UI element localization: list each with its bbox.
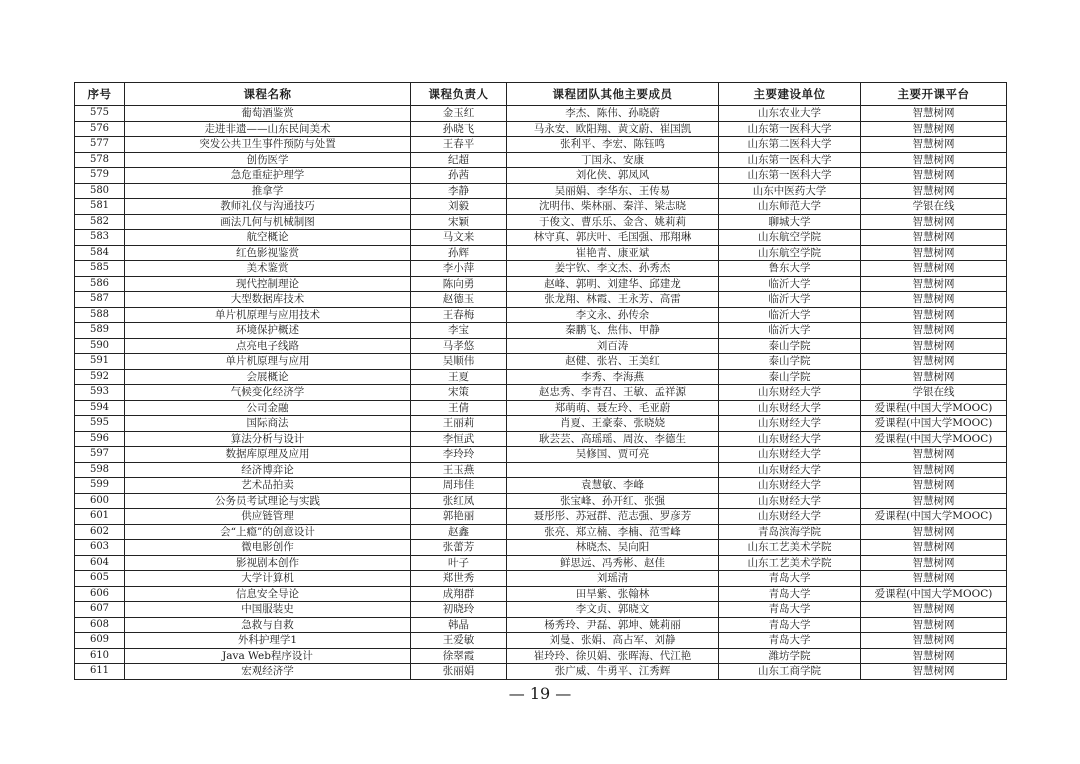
table-row	[75, 617, 1007, 633]
cell-index: 603	[75, 540, 125, 556]
cell-lead: 李小萍	[411, 261, 507, 277]
table-row	[75, 106, 1007, 122]
cell-team: 林晓杰、吴向阳	[507, 540, 719, 556]
table-row	[75, 586, 1007, 602]
cell-course-name: 推拿学	[125, 183, 411, 199]
cell-course-name: 单片机原理与应用	[125, 354, 411, 370]
cell-lead: 王春梅	[411, 307, 507, 323]
cell-index: 610	[75, 648, 125, 664]
cell-platform: 智慧树网	[861, 168, 1007, 184]
table-row	[75, 648, 1007, 664]
cell-lead: 王玉燕	[411, 462, 507, 478]
cell-institution: 泰山学院	[719, 369, 861, 385]
cell-platform: 智慧树网	[861, 152, 1007, 168]
cell-index: 600	[75, 493, 125, 509]
cell-institution: 山东财经大学	[719, 462, 861, 478]
cell-course-name: 画法几何与机械制图	[125, 214, 411, 230]
cell-team: 吴修国、贾可亮	[507, 447, 719, 463]
cell-institution: 青岛大学	[719, 586, 861, 602]
cell-platform: 智慧树网	[861, 121, 1007, 137]
cell-lead: 李宝	[411, 323, 507, 339]
cell-lead: 张蕾芳	[411, 540, 507, 556]
cell-platform: 智慧树网	[861, 664, 1007, 680]
cell-team: 李杰、陈伟、孙晓蔚	[507, 106, 719, 122]
cell-course-name: 急救与自救	[125, 617, 411, 633]
cell-institution: 山东第一医科大学	[719, 152, 861, 168]
cell-index: 596	[75, 431, 125, 447]
cell-index: 575	[75, 106, 125, 122]
cell-team: 刘化侠、郭凤风	[507, 168, 719, 184]
cell-index: 599	[75, 478, 125, 494]
table-row	[75, 524, 1007, 540]
cell-platform: 智慧树网	[861, 214, 1007, 230]
cell-institution: 鲁东大学	[719, 261, 861, 277]
table-row	[75, 338, 1007, 354]
cell-course-name: 单片机原理与应用技术	[125, 307, 411, 323]
header-platform: 主要开课平台	[861, 83, 1007, 106]
cell-index: 583	[75, 230, 125, 246]
table-row	[75, 462, 1007, 478]
cell-index: 594	[75, 400, 125, 416]
cell-platform: 智慧树网	[861, 447, 1007, 463]
cell-lead: 宋策	[411, 385, 507, 401]
cell-institution: 山东财经大学	[719, 431, 861, 447]
cell-index: 590	[75, 338, 125, 354]
cell-course-name: 现代控制理论	[125, 276, 411, 292]
cell-institution: 青岛大学	[719, 633, 861, 649]
cell-course-name: 会“上瘾”的创意设计	[125, 524, 411, 540]
cell-lead: 马孝悠	[411, 338, 507, 354]
cell-platform: 智慧树网	[861, 493, 1007, 509]
cell-lead: 金玉红	[411, 106, 507, 122]
cell-course-name: 走进非遗——山东民间美术	[125, 121, 411, 137]
cell-platform: 爱课程(中国大学MOOC)	[861, 509, 1007, 525]
cell-platform: 智慧树网	[861, 230, 1007, 246]
cell-institution: 青岛大学	[719, 602, 861, 618]
cell-team: 袁慧敏、李峰	[507, 478, 719, 494]
cell-institution: 山东工艺美术学院	[719, 555, 861, 571]
cell-index: 608	[75, 617, 125, 633]
cell-lead: 孙辉	[411, 245, 507, 261]
cell-course-name: 急危重症护理学	[125, 168, 411, 184]
cell-institution: 山东财经大学	[719, 493, 861, 509]
cell-platform: 爱课程(中国大学MOOC)	[861, 416, 1007, 432]
cell-institution: 泰山学院	[719, 338, 861, 354]
cell-platform: 爱课程(中国大学MOOC)	[861, 431, 1007, 447]
cell-lead: 张丽娟	[411, 664, 507, 680]
cell-lead: 赵鑫	[411, 524, 507, 540]
cell-team: 李文永、孙传余	[507, 307, 719, 323]
cell-institution: 临沂大学	[719, 307, 861, 323]
cell-index: 597	[75, 447, 125, 463]
cell-course-name: 葡萄酒鉴赏	[125, 106, 411, 122]
cell-team: 崔玲玲、徐贝娟、张晖海、代江艳	[507, 648, 719, 664]
cell-institution: 青岛大学	[719, 571, 861, 587]
cell-platform: 智慧树网	[861, 648, 1007, 664]
table-row	[75, 323, 1007, 339]
cell-index: 576	[75, 121, 125, 137]
cell-team: 李秀、李海燕	[507, 369, 719, 385]
table-row	[75, 230, 1007, 246]
cell-course-name: 点亮电子线路	[125, 338, 411, 354]
cell-course-name: 微电影创作	[125, 540, 411, 556]
cell-team: 于俊文、曹乐乐、金含、姚莉莉	[507, 214, 719, 230]
table-row	[75, 431, 1007, 447]
cell-institution: 山东第二医科大学	[719, 137, 861, 153]
cell-institution: 山东第一医科大学	[719, 121, 861, 137]
cell-team: 杨秀玲、尹磊、郭坤、姚莉丽	[507, 617, 719, 633]
cell-institution: 山东航空学院	[719, 230, 861, 246]
cell-course-name: 供应链管理	[125, 509, 411, 525]
cell-team: 吴丽娟、李华东、王传易	[507, 183, 719, 199]
header-institution: 主要建设单位	[719, 83, 861, 106]
cell-team: 赵忠秀、李青召、王敏、孟祥源	[507, 385, 719, 401]
cell-lead: 王倩	[411, 400, 507, 416]
cell-index: 604	[75, 555, 125, 571]
cell-platform: 学银在线	[861, 199, 1007, 215]
cell-course-name: 环境保护概述	[125, 323, 411, 339]
cell-course-name: 公司金融	[125, 400, 411, 416]
cell-team: 耿芸芸、高瑶瑶、周汝、李德生	[507, 431, 719, 447]
cell-course-name: 宏观经济学	[125, 664, 411, 680]
table-row	[75, 416, 1007, 432]
cell-team: 张广威、牛勇平、江秀辉	[507, 664, 719, 680]
cell-platform: 智慧树网	[861, 261, 1007, 277]
cell-course-name: 公务员考试理论与实践	[125, 493, 411, 509]
cell-index: 605	[75, 571, 125, 587]
cell-platform: 智慧树网	[861, 617, 1007, 633]
header-index: 序号	[75, 83, 125, 106]
header-row	[75, 83, 1007, 106]
cell-index: 577	[75, 137, 125, 153]
cell-team: 林守真、郭庆叶、毛国强、邢翔琳	[507, 230, 719, 246]
cell-course-name: 影视剧本创作	[125, 555, 411, 571]
table-row	[75, 509, 1007, 525]
cell-platform: 智慧树网	[861, 183, 1007, 199]
cell-index: 578	[75, 152, 125, 168]
cell-lead: 徐翠霞	[411, 648, 507, 664]
table-row	[75, 385, 1007, 401]
cell-index: 587	[75, 292, 125, 308]
header-lead: 课程负责人	[411, 83, 507, 106]
cell-institution: 泰山学院	[719, 354, 861, 370]
table-row	[75, 400, 1007, 416]
cell-lead: 韩晶	[411, 617, 507, 633]
cell-index: 607	[75, 602, 125, 618]
cell-institution: 山东财经大学	[719, 509, 861, 525]
cell-course-name: 国际商法	[125, 416, 411, 432]
cell-team: 田旱紫、张翰林	[507, 586, 719, 602]
cell-lead: 李玲玲	[411, 447, 507, 463]
cell-institution: 山东第一医科大学	[719, 168, 861, 184]
cell-lead: 纪超	[411, 152, 507, 168]
cell-lead: 初晓玲	[411, 602, 507, 618]
cell-lead: 王夏	[411, 369, 507, 385]
cell-platform: 智慧树网	[861, 307, 1007, 323]
cell-lead: 王春平	[411, 137, 507, 153]
table-row	[75, 152, 1007, 168]
table-row	[75, 555, 1007, 571]
cell-index: 609	[75, 633, 125, 649]
cell-team: 鲜思远、冯秀彬、赵佳	[507, 555, 719, 571]
cell-team: 肖夏、王豪泰、张晓娆	[507, 416, 719, 432]
cell-institution: 山东中医药大学	[719, 183, 861, 199]
cell-platform: 智慧树网	[861, 462, 1007, 478]
table-row	[75, 292, 1007, 308]
cell-platform: 智慧树网	[861, 354, 1007, 370]
cell-index: 581	[75, 199, 125, 215]
cell-lead: 成翔群	[411, 586, 507, 602]
table-row	[75, 168, 1007, 184]
cell-platform: 智慧树网	[861, 369, 1007, 385]
cell-team: 沈明伟、柴林丽、秦洋、梁志晓	[507, 199, 719, 215]
cell-platform: 智慧树网	[861, 276, 1007, 292]
cell-team: 郑萌萌、聂左玲、毛亚蔚	[507, 400, 719, 416]
cell-index: 588	[75, 307, 125, 323]
cell-institution: 山东工商学院	[719, 664, 861, 680]
cell-lead: 郭艳丽	[411, 509, 507, 525]
cell-index: 586	[75, 276, 125, 292]
cell-index: 582	[75, 214, 125, 230]
cell-index: 611	[75, 664, 125, 680]
cell-platform: 爱课程(中国大学MOOC)	[861, 400, 1007, 416]
cell-course-name: 数据库原理及应用	[125, 447, 411, 463]
cell-institution: 山东工艺美术学院	[719, 540, 861, 556]
cell-index: 598	[75, 462, 125, 478]
cell-institution: 山东财经大学	[719, 385, 861, 401]
cell-lead: 郑世秀	[411, 571, 507, 587]
cell-team: 刘曼、张娟、高占军、刘静	[507, 633, 719, 649]
cell-course-name: 外科护理学1	[125, 633, 411, 649]
cell-lead: 吴顺伟	[411, 354, 507, 370]
cell-institution: 山东财经大学	[719, 447, 861, 463]
cell-team	[507, 462, 719, 478]
table-row	[75, 199, 1007, 215]
cell-course-name: 美术鉴赏	[125, 261, 411, 277]
cell-team: 崔艳青、康亚斌	[507, 245, 719, 261]
cell-course-name: 经济博弈论	[125, 462, 411, 478]
cell-course-name: 信息安全导论	[125, 586, 411, 602]
cell-lead: 李静	[411, 183, 507, 199]
cell-platform: 智慧树网	[861, 137, 1007, 153]
cell-course-name: 算法分析与设计	[125, 431, 411, 447]
cell-platform: 智慧树网	[861, 555, 1007, 571]
cell-platform: 智慧树网	[861, 524, 1007, 540]
cell-course-name: 创伤医学	[125, 152, 411, 168]
table-row	[75, 354, 1007, 370]
table-row	[75, 137, 1007, 153]
table-row	[75, 447, 1007, 463]
cell-course-name: 大型数据库技术	[125, 292, 411, 308]
cell-team: 秦鹏飞、焦伟、甲静	[507, 323, 719, 339]
table-row	[75, 664, 1007, 680]
cell-institution: 山东财经大学	[719, 400, 861, 416]
course-table	[74, 82, 1007, 680]
table-row	[75, 276, 1007, 292]
cell-platform: 智慧树网	[861, 602, 1007, 618]
cell-index: 591	[75, 354, 125, 370]
page-number: — 19 —	[508, 684, 572, 703]
cell-lead: 张红凤	[411, 493, 507, 509]
cell-institution: 临沂大学	[719, 323, 861, 339]
cell-institution: 山东师范大学	[719, 199, 861, 215]
cell-platform: 智慧树网	[861, 540, 1007, 556]
cell-platform: 智慧树网	[861, 571, 1007, 587]
cell-lead: 孙茜	[411, 168, 507, 184]
cell-course-name: 突发公共卫生事件预防与处置	[125, 137, 411, 153]
cell-index: 595	[75, 416, 125, 432]
header-course-name: 课程名称	[125, 83, 411, 106]
table-row	[75, 183, 1007, 199]
cell-index: 593	[75, 385, 125, 401]
cell-platform: 智慧树网	[861, 478, 1007, 494]
cell-institution: 临沂大学	[719, 292, 861, 308]
cell-lead: 周玮佳	[411, 478, 507, 494]
cell-index: 584	[75, 245, 125, 261]
cell-institution: 聊城大学	[719, 214, 861, 230]
cell-platform: 智慧树网	[861, 338, 1007, 354]
table-row	[75, 478, 1007, 494]
cell-index: 585	[75, 261, 125, 277]
cell-institution: 山东财经大学	[719, 478, 861, 494]
table-row	[75, 245, 1007, 261]
table-row	[75, 493, 1007, 509]
cell-institution: 山东农业大学	[719, 106, 861, 122]
table-body	[75, 106, 1007, 680]
cell-lead: 王丽莉	[411, 416, 507, 432]
cell-team: 丁国永、安康	[507, 152, 719, 168]
cell-course-name: 中国服装史	[125, 602, 411, 618]
cell-lead: 宋颖	[411, 214, 507, 230]
cell-platform: 智慧树网	[861, 633, 1007, 649]
cell-team: 李文贞、郭晓文	[507, 602, 719, 618]
cell-team: 张龙翔、林霞、王永芳、高雷	[507, 292, 719, 308]
cell-index: 589	[75, 323, 125, 339]
cell-index: 592	[75, 369, 125, 385]
table-row	[75, 633, 1007, 649]
table-row	[75, 602, 1007, 618]
cell-lead: 马文来	[411, 230, 507, 246]
table-row	[75, 307, 1007, 323]
cell-lead: 孙晓飞	[411, 121, 507, 137]
cell-index: 606	[75, 586, 125, 602]
cell-platform: 学银在线	[861, 385, 1007, 401]
cell-index: 579	[75, 168, 125, 184]
cell-platform: 爱课程(中国大学MOOC)	[861, 586, 1007, 602]
cell-course-name: 气候变化经济学	[125, 385, 411, 401]
cell-team: 张利平、李宏、陈钰鸣	[507, 137, 719, 153]
header-team: 课程团队其他主要成员	[507, 83, 719, 106]
cell-course-name: 教师礼仪与沟通技巧	[125, 199, 411, 215]
table-row	[75, 571, 1007, 587]
table-row	[75, 261, 1007, 277]
cell-institution: 潍坊学院	[719, 648, 861, 664]
cell-platform: 智慧树网	[861, 245, 1007, 261]
cell-team: 张亮、郑立楠、李楠、范雪峰	[507, 524, 719, 540]
cell-institution: 山东航空学院	[719, 245, 861, 261]
cell-lead: 王爱敏	[411, 633, 507, 649]
cell-course-name: 航空概论	[125, 230, 411, 246]
cell-course-name: 会展概论	[125, 369, 411, 385]
cell-team: 赵健、张岩、王美红	[507, 354, 719, 370]
cell-team: 赵峰、郭明、刘建华、邱建龙	[507, 276, 719, 292]
cell-institution: 青岛滨海学院	[719, 524, 861, 540]
cell-lead: 陈向勇	[411, 276, 507, 292]
cell-team: 姜宇钦、李文杰、孙秀杰	[507, 261, 719, 277]
table-row	[75, 121, 1007, 137]
cell-lead: 赵德玉	[411, 292, 507, 308]
table-header	[75, 83, 1007, 106]
cell-institution: 青岛大学	[719, 617, 861, 633]
cell-platform: 智慧树网	[861, 106, 1007, 122]
cell-team: 刘百涛	[507, 338, 719, 354]
cell-course-name: Java Web程序设计	[125, 648, 411, 664]
cell-platform: 智慧树网	[861, 323, 1007, 339]
cell-lead: 叶子	[411, 555, 507, 571]
cell-course-name: 大学计算机	[125, 571, 411, 587]
cell-index: 580	[75, 183, 125, 199]
cell-course-name: 艺术品拍卖	[125, 478, 411, 494]
cell-team: 刘瑶清	[507, 571, 719, 587]
table-row	[75, 214, 1007, 230]
cell-team: 聂彤彤、苏冠群、范志强、罗彦芳	[507, 509, 719, 525]
cell-institution: 山东财经大学	[719, 416, 861, 432]
cell-platform: 智慧树网	[861, 292, 1007, 308]
cell-institution: 临沂大学	[719, 276, 861, 292]
table-row	[75, 540, 1007, 556]
cell-team: 马永安、欧阳翔、黄文蔚、崔国凯	[507, 121, 719, 137]
cell-course-name: 红色影视鉴赏	[125, 245, 411, 261]
cell-lead: 李恒武	[411, 431, 507, 447]
table-row	[75, 369, 1007, 385]
cell-lead: 刘毅	[411, 199, 507, 215]
cell-index: 602	[75, 524, 125, 540]
cell-team: 张宝峰、孙开红、张强	[507, 493, 719, 509]
cell-index: 601	[75, 509, 125, 525]
